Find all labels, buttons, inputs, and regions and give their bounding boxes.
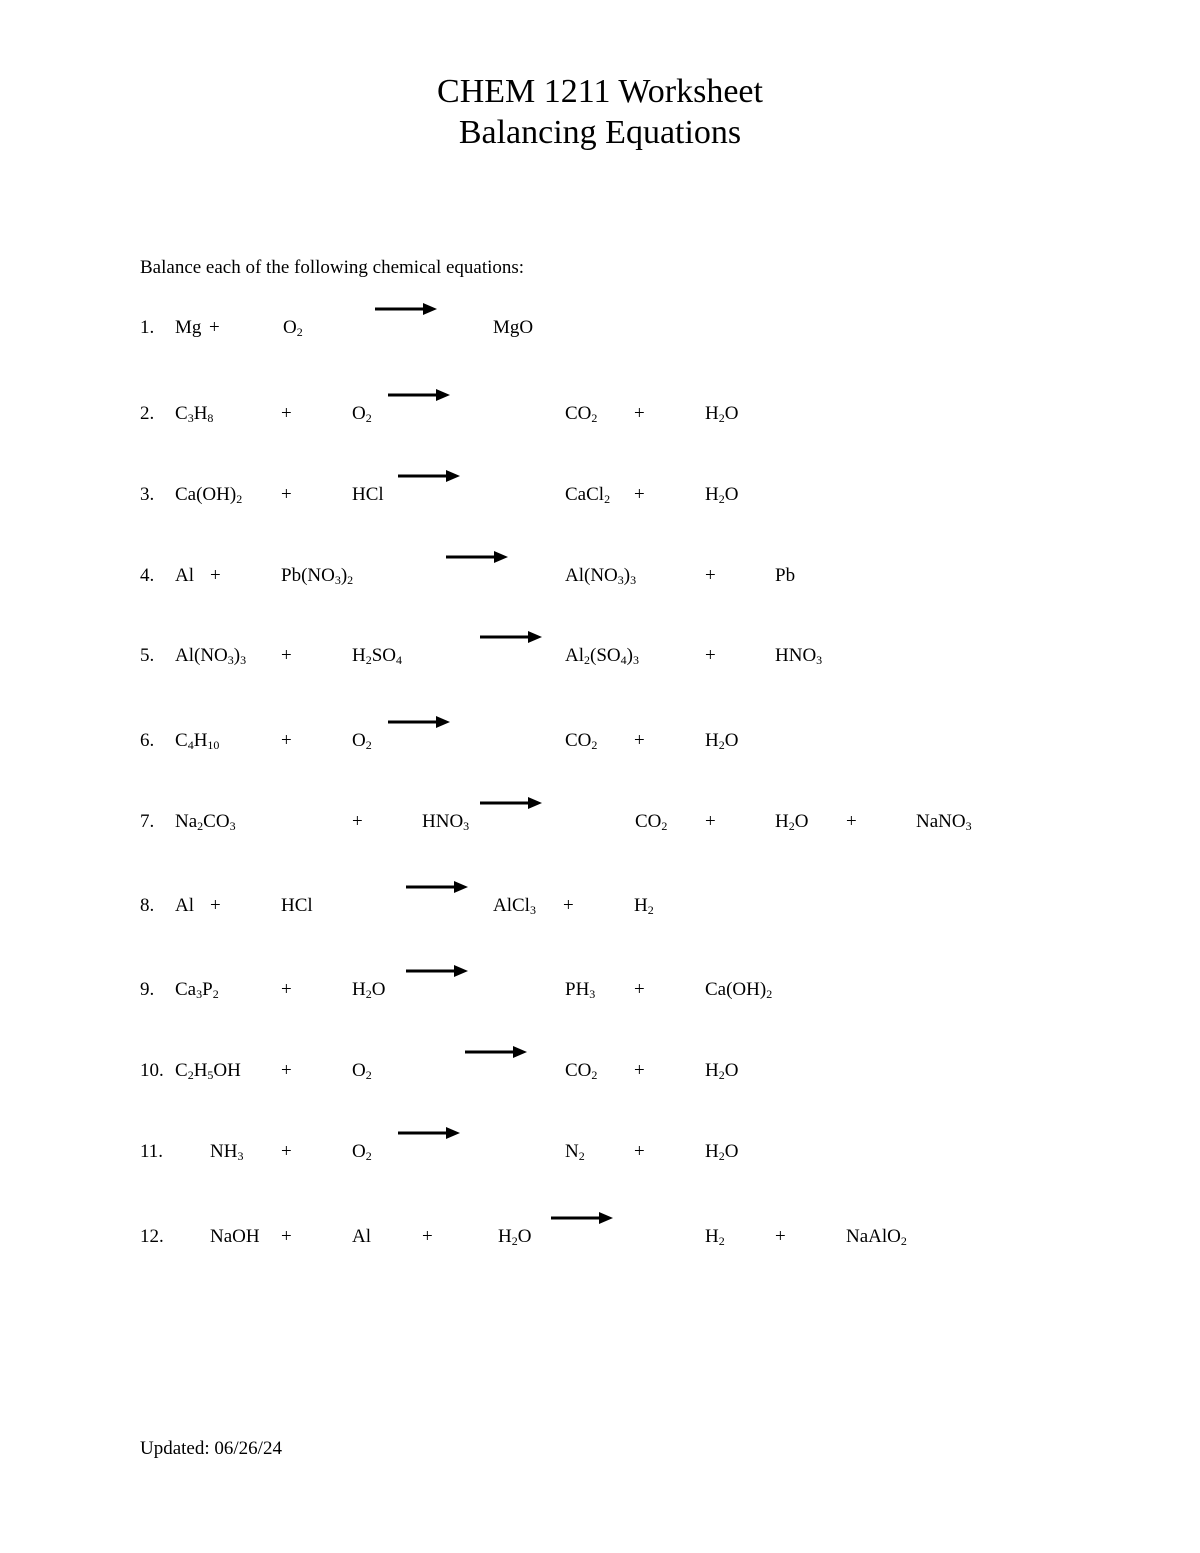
equation-number: 9. [140, 979, 155, 1000]
reaction-arrow-icon [406, 880, 468, 894]
equation-row [0, 399, 1200, 429]
equation-number: 7. [140, 811, 155, 832]
chemical-formula: AlCl$_3$ [493, 895, 536, 917]
plus-sign: + [281, 645, 292, 666]
instructions-text: Balance each of the following chemical equations: [140, 257, 525, 278]
updated-date: Updated: 06/26/24 [140, 1438, 282, 1459]
plus-sign: + [281, 979, 292, 1000]
chemical-formula: $C_3H_8$ [175, 403, 214, 425]
chemical-formula: $HNO_3$ [775, 645, 823, 667]
chemical-formula: $H_2O$ [705, 403, 739, 425]
chemical-formula: $O_2$ [352, 403, 372, 425]
reaction-arrow-icon [388, 388, 450, 402]
equation-row [0, 891, 1200, 921]
chemical-formula: $H_2O$ [498, 1226, 532, 1248]
chemical-formula: CaCl$_2$ [565, 484, 611, 506]
chemical-formula: $O_2$ [352, 1060, 372, 1082]
equation-row [0, 1056, 1200, 1086]
equation-number: 8. [140, 895, 155, 916]
equation-number: 4. [140, 565, 155, 586]
chemical-formula: $CO_2$ [635, 811, 668, 833]
equation-row [0, 313, 1200, 343]
equation-number: 3. [140, 484, 155, 505]
equation-number: 11. [140, 1141, 164, 1162]
equation-row [0, 561, 1200, 591]
plus-sign: + [634, 1141, 645, 1162]
plus-sign: + [634, 979, 645, 1000]
plus-sign: + [352, 811, 363, 832]
equation-number: 1. [140, 317, 155, 338]
chemical-formula: $O_2$ [352, 1141, 372, 1163]
chemical-formula: Al [175, 895, 194, 916]
chemical-formula: $CO_2$ [565, 730, 598, 752]
equation-row [0, 641, 1200, 671]
plus-sign: + [281, 1141, 292, 1162]
worksheet-title: CHEM 1211 Worksheet [437, 73, 763, 110]
chemical-formula: $CO_2$ [565, 403, 598, 425]
chemical-formula: $H_2$ [634, 895, 654, 917]
chemical-formula: Al [352, 1226, 371, 1247]
chemical-formula: $O_2$ [352, 730, 372, 752]
equation-row [0, 975, 1200, 1005]
worksheet-subtitle: Balancing Equations [458, 114, 742, 151]
chemical-formula: $Al(NO_3)_3$ [175, 645, 247, 667]
equation-row [0, 726, 1200, 756]
chemical-formula: $N_2$ [565, 1141, 585, 1163]
plus-sign: + [705, 565, 716, 586]
plus-sign: + [634, 1060, 645, 1081]
chemical-formula: MgO [493, 317, 534, 338]
chemical-formula: $Ca(OH)_2$ [705, 979, 773, 1001]
chemical-formula: $H_2SO_4$ [352, 645, 403, 667]
chemical-formula: $H_2O$ [775, 811, 809, 833]
plus-sign: + [705, 811, 716, 832]
chemical-formula: HCl [281, 895, 313, 916]
chemical-formula: $Ca(OH)_2$ [175, 484, 243, 506]
reaction-arrow-icon [398, 1126, 460, 1140]
reaction-arrow-icon [406, 964, 468, 978]
equation-row [0, 1137, 1200, 1167]
plus-sign: + [281, 403, 292, 424]
plus-sign: + [563, 895, 574, 916]
chemical-formula: $H_2O$ [705, 730, 739, 752]
chemical-formula: $H_2O$ [705, 484, 739, 506]
plus-sign: + [210, 565, 221, 586]
plus-sign: + [281, 1226, 292, 1247]
plus-sign: + [705, 645, 716, 666]
chemical-formula: $Na_2CO_3$ [175, 811, 236, 833]
chemical-formula: $H_2$ [705, 1226, 725, 1248]
equation-row [0, 807, 1200, 837]
chemical-formula: $O_2$ [283, 317, 303, 339]
chemical-formula: $PH_3$ [565, 979, 596, 1001]
plus-sign: + [422, 1226, 433, 1247]
chemical-formula: $CO_2$ [565, 1060, 598, 1082]
chemical-formula: NaNO$_3$ [916, 811, 972, 833]
plus-sign: + [210, 895, 221, 916]
chemical-formula: $C_2H_5OH$ [175, 1060, 241, 1082]
chemical-formula: $Al_2(SO_4)_3$ [565, 645, 639, 667]
equation-number: 5. [140, 645, 155, 666]
reaction-arrow-icon [446, 550, 508, 564]
equation-number: 12. [140, 1226, 164, 1247]
plus-sign: + [209, 317, 220, 338]
chemical-formula: $H_2O$ [705, 1060, 739, 1082]
chemical-formula: NaOH [210, 1226, 260, 1247]
plus-sign: + [281, 484, 292, 505]
plus-sign: + [634, 403, 645, 424]
chemical-formula: $H_2O$ [705, 1141, 739, 1163]
chemical-formula: HCl [352, 484, 384, 505]
chemical-formula: NaAlO$_2$ [846, 1226, 907, 1248]
chemical-formula: $Al(NO_3)_3$ [565, 565, 637, 587]
chemical-formula: $Ca_3P_2$ [175, 979, 219, 1001]
chemical-formula: $Pb(NO_3)_2$ [281, 565, 354, 587]
plus-sign: + [634, 484, 645, 505]
chemical-formula: $NH_3$ [210, 1141, 244, 1163]
reaction-arrow-icon [551, 1211, 613, 1225]
reaction-arrow-icon [480, 630, 542, 644]
plus-sign: + [281, 1060, 292, 1081]
plus-sign: + [634, 730, 645, 751]
reaction-arrow-icon [398, 469, 460, 483]
chemical-formula: Al [175, 565, 194, 586]
plus-sign: + [281, 730, 292, 751]
reaction-arrow-icon [480, 796, 542, 810]
reaction-arrow-icon [388, 715, 450, 729]
plus-sign: + [846, 811, 857, 832]
reaction-arrow-icon [375, 302, 437, 316]
chemical-formula: $H_2O$ [352, 979, 386, 1001]
plus-sign: + [775, 1226, 786, 1247]
reaction-arrow-icon [465, 1045, 527, 1059]
chemical-formula: $C_4H_{10}$ [175, 730, 220, 752]
chemical-formula: Pb [775, 565, 796, 586]
equation-row [0, 480, 1200, 510]
equation-row [0, 1222, 1200, 1252]
equation-number: 10. [140, 1060, 164, 1081]
equation-number: 2. [140, 403, 155, 424]
equation-number: 6. [140, 730, 155, 751]
chemical-formula: Mg [175, 317, 202, 338]
chemical-formula: $HNO_3$ [422, 811, 470, 833]
